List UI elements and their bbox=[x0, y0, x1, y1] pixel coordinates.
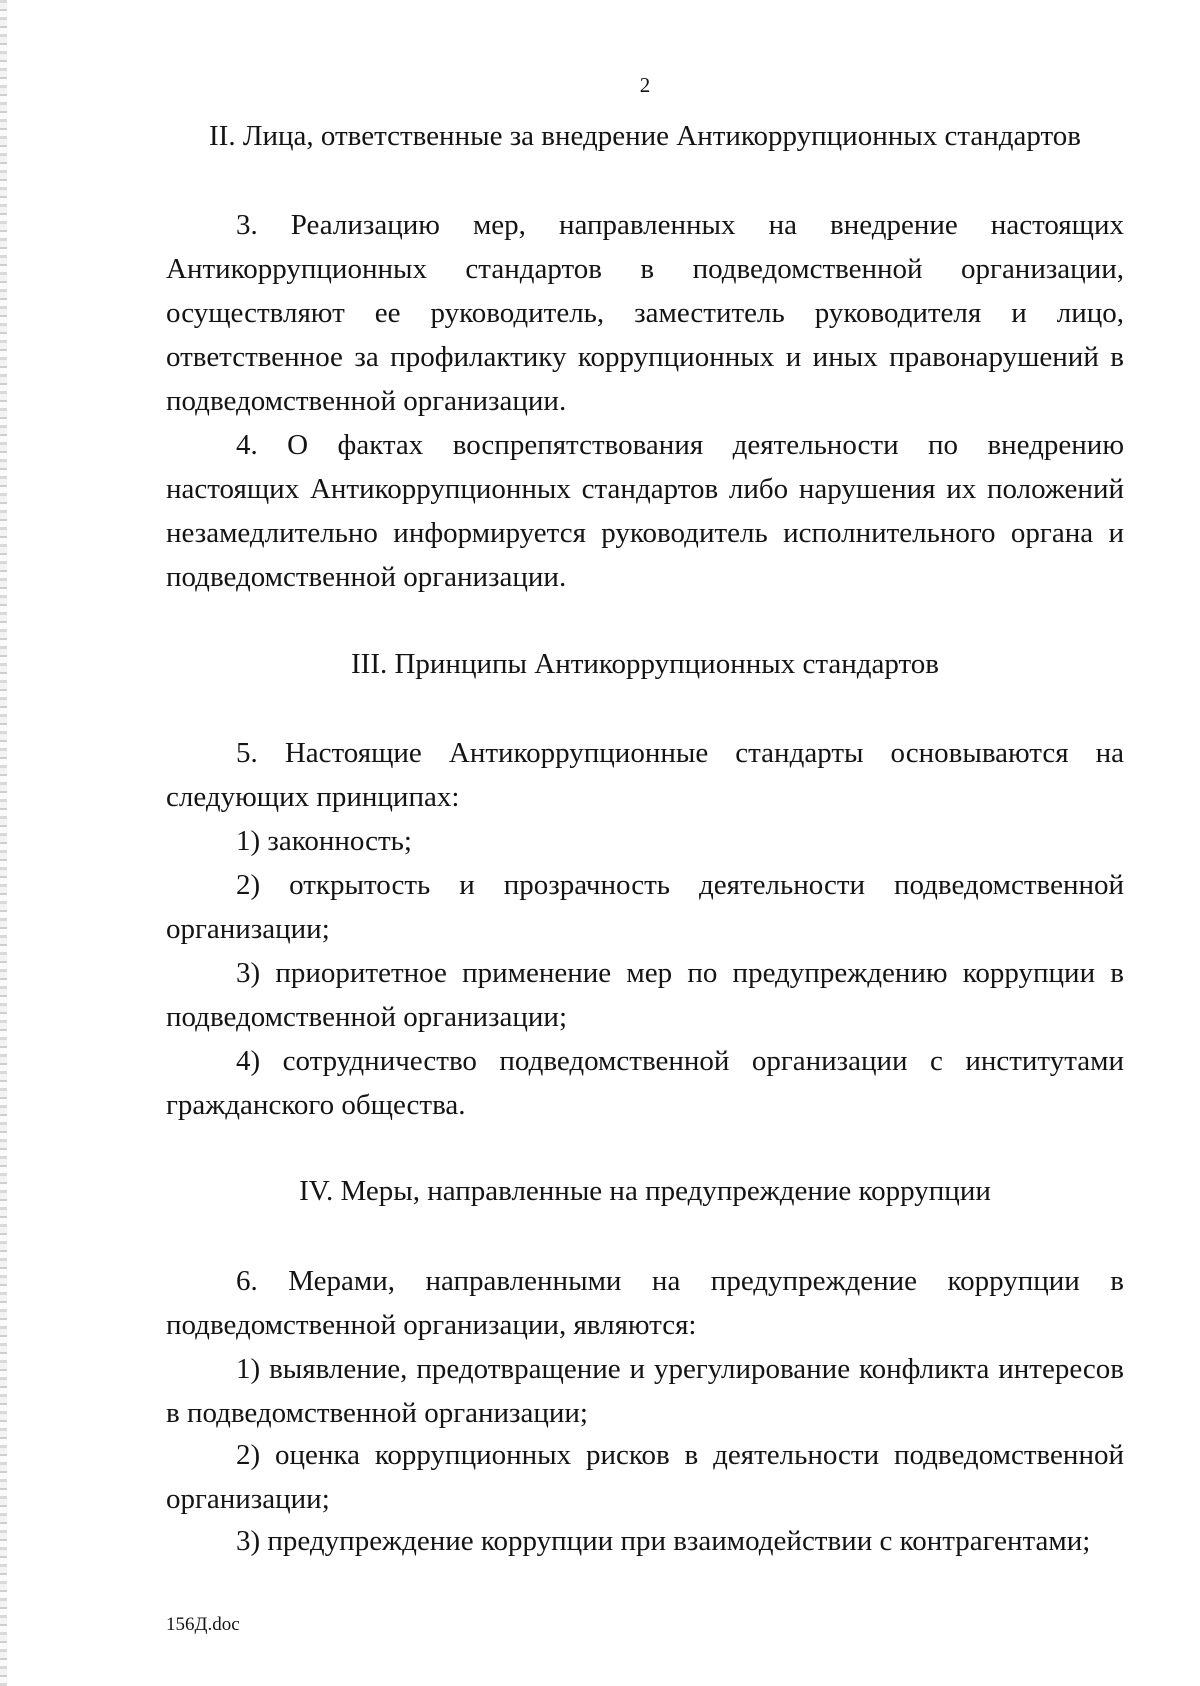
measure-item-2: 2) оценка коррупционных рисков в деятельности подведомственной организации; bbox=[166, 1439, 1124, 1515]
list-item-4: 4) сотрудничество подведомственной организации с институтами гражданского общества. bbox=[166, 1045, 1124, 1121]
paragraph-5: 5. Настоящие Антикоррупционные стандарты основываются на следующих принципах: bbox=[166, 737, 1124, 813]
page-number: 2 bbox=[639, 73, 651, 97]
measure-item-1: 1) выявление, предотвращение и урегулирование конфликта интересов в подведомственной организации; bbox=[166, 1353, 1124, 1429]
footer-filename: 156Д.doc bbox=[166, 1614, 240, 1635]
list-item-1: 1) законность; bbox=[236, 825, 412, 857]
scan-edge-artifact bbox=[0, 0, 7, 1686]
paragraph-4: 4. О фактах воспрепятствования деятельности по внедрению настоящих Антикоррупционных стандартов либо нарушения их положений незамедлительно информируется руководитель исполнительного органа и подведомственной организации. bbox=[166, 429, 1124, 593]
section-heading-3: III. Принципы Антикоррупционных стандартов bbox=[351, 648, 939, 680]
measure-item-3: 3) предупреждение коррупции при взаимодействии с контрагентами; bbox=[236, 1525, 1091, 1557]
list-item-2: 2) открытость и прозрачность деятельности подведомственной организации; bbox=[166, 869, 1124, 945]
list-item-3: 3) приоритетное применение мер по предупреждению коррупции в подведомственной организации; bbox=[166, 957, 1124, 1033]
section-heading-2: II. Лица, ответственные за внедрение Антикоррупционных стандартов bbox=[209, 120, 1081, 152]
section-heading-4: IV. Меры, направленные на предупреждение коррупции bbox=[299, 1175, 991, 1207]
paragraph-6: 6. Мерами, направленными на предупреждение коррупции в подведомственной организации, являются: bbox=[166, 1265, 1124, 1341]
paragraph-3: 3. Реализацию мер, направленных на внедрение настоящих Антикоррупционных стандартов в подведомственной организации, осуществляют ее руководитель, заместитель руководителя и лицо, ответственное за профилактику коррупционных и иных правонарушений в подведомственной организации. bbox=[166, 209, 1124, 417]
